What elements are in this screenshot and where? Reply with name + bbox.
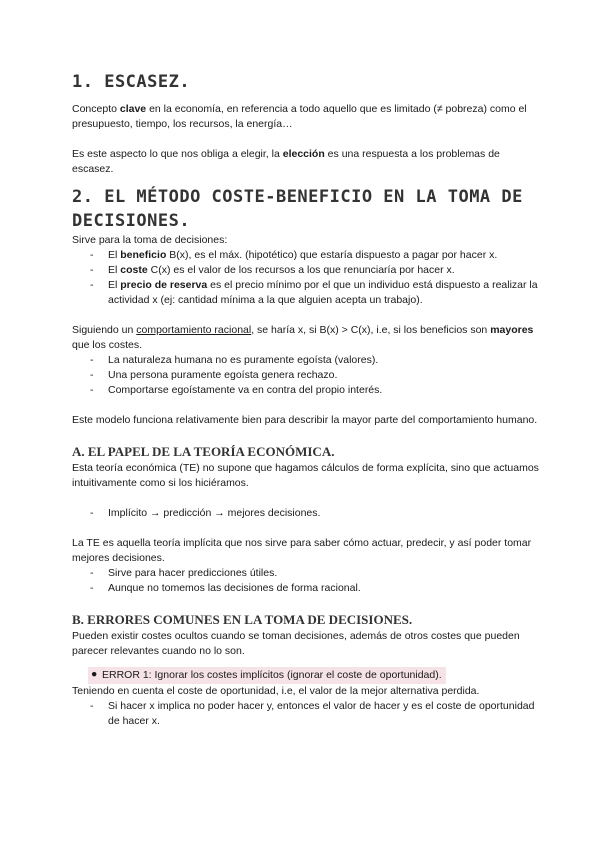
document-page xyxy=(72,70,542,729)
section-2-intro: Sirve para la toma de decisiones: xyxy=(72,234,228,246)
cost-benefit-list xyxy=(72,248,542,308)
model-paragraph: Este modelo funciona relativamente bien para describir la mayor parte del comportamiento humano. xyxy=(72,414,538,426)
list-item: - Si hacer x implica no poder hacer y, entonces el valor de hacer y es el coste de oportunidad de hacer x. xyxy=(90,700,535,727)
choice-paragraph: Es este aspecto lo que nos obliga a elegir, la elección es una respuesta a los problemas de escasez. xyxy=(72,148,500,175)
rational-paragraph: Siguiendo un comportamiento racional, se haría x, si B(x) > C(x), i.e, si los beneficios son mayores que los costes. xyxy=(72,324,534,351)
section-2-title: 2. EL MÉTODO COSTE-BENEFICIO EN LA TOMA DE DECISIONES. xyxy=(72,187,523,231)
section-a-title: A. EL PAPEL DE LA TEORÍA ECONÓMICA. xyxy=(72,444,335,459)
section-b-title: B. ERRORES COMUNES EN LA TOMA DE DECISIONES. xyxy=(72,612,413,627)
error-1-highlight: ● ERROR 1: Ignorar los costes implícitos (ignorar el coste de oportunidad). xyxy=(72,667,542,684)
chain-list xyxy=(72,506,542,521)
rational-list xyxy=(72,353,542,398)
list-item: - El coste C(x) es el valor de los recursos a los que renunciaría por hacer x. xyxy=(90,264,455,276)
opportunity-list xyxy=(72,699,542,729)
list-item: - Comportarse egoístamente va en contra del propio interés. xyxy=(90,384,383,396)
bullet-icon: ● xyxy=(91,668,98,680)
hidden-costs-paragraph: Pueden existir costes ocultos cuando se toman decisiones, además de otros costes que pueden parecer relevantes cuando no lo son. xyxy=(72,630,520,657)
list-item: - Una persona puramente egoísta genera rechazo. xyxy=(90,369,338,381)
list-item: - La naturaleza humana no es puramente egoísta (valores). xyxy=(90,354,379,366)
te-definition-paragraph: La TE es aquella teoría implícita que nos sirve para saber cómo actuar, predecir, y así poder tomar mejores decisiones. xyxy=(72,537,532,564)
opportunity-cost-paragraph: Teniendo en cuenta el coste de oportunidad, i.e, el valor de la mejor alternativa perdida. xyxy=(72,685,480,697)
scarcity-paragraph: Concepto clave en la economía, en referencia a todo aquello que es limitado (≠ pobreza) como el presupuesto, tiempo, los recursos, la energía… xyxy=(72,103,527,130)
list-item: - Sirve para hacer predicciones útiles. xyxy=(90,567,278,579)
section-1-title: 1. ESCASEZ. xyxy=(72,72,191,92)
te-paragraph: Esta teoría económica (TE) no supone que hagamos cálculos de forma explícita, sino que actuamos intuitivamente como si los hiciéramos. xyxy=(72,462,539,489)
list-item: - Implícito → predicción → mejores decisiones. xyxy=(90,507,321,519)
list-item: - El precio de reserva es el precio mínimo por el que un individuo está dispuesto a realizar la actividad x (ej: cantidad mínima a la que alguien acepta un trabajo). xyxy=(90,279,538,306)
list-item: - El beneficio B(x), es el máx. (hipotético) que estaría dispuesto a pagar por hacer x. xyxy=(90,249,498,261)
list-item: - Aunque no tomemos las decisiones de forma racional. xyxy=(90,582,361,594)
te-list xyxy=(72,566,542,596)
